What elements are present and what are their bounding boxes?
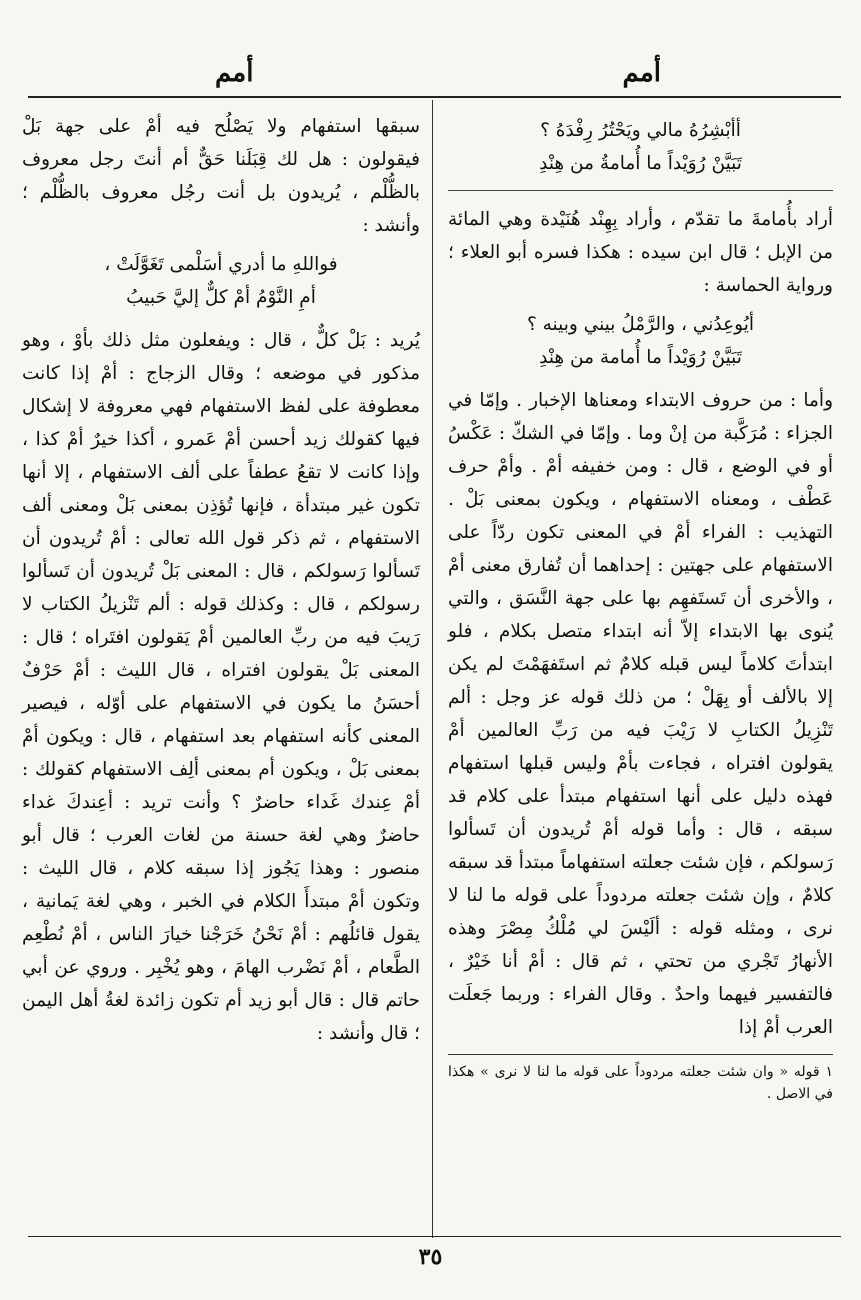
column-divider bbox=[432, 100, 433, 1238]
verse-block bbox=[448, 308, 833, 374]
footnote-divider bbox=[448, 1054, 833, 1055]
verse-divider bbox=[448, 190, 833, 191]
running-header-right: أمم bbox=[622, 58, 661, 88]
verse-line: فواللهِ ما أدري أسَلْمى تَغَوَّلَتْ ، bbox=[104, 254, 338, 275]
entry-paragraph: أراد بأُمامةَ ما تقدّم ، وأراد بِهِنْد هُنَيْدة وهي المائة من الإبل ؛ قال ابن سيده : هكذا فسره أبو العلاء ؛ ورواية الحماسة : bbox=[448, 209, 833, 296]
running-header-left: أمم bbox=[215, 58, 254, 88]
header-rule bbox=[28, 96, 841, 98]
verse-line: أمِ النَّوْمُ أمْ كلٌّ إليَّ حَبيبُ bbox=[126, 287, 316, 308]
verse-line: تَبَيَّنْ رُوَيْداً ما أُمامة من هِنْدِ bbox=[539, 347, 742, 368]
entry-paragraph: سبقها استفهام ولا يَصْلُح فيه أمْ على جهة بَلْ فيقولون : هل لك قِبَلَنا حَقٌّ أم أنتَ رجل معروف بالظُّلْم ، يُريدون بل أنت رجُل معروف بالظُّلْم ؛ وأنشد : bbox=[22, 116, 420, 236]
verse-block bbox=[22, 248, 420, 314]
left-column bbox=[22, 110, 420, 1056]
verse-block bbox=[448, 114, 833, 180]
verse-line: تَبَيَّنْ رُوَيْداً ما أُمامةُ من هِنْدِ bbox=[539, 153, 742, 174]
right-column bbox=[448, 110, 833, 1105]
entry-paragraph: يُريد : بَلْ كلٌّ ، قال : ويفعلون مثل ذلك بأوْ ، وهو مذكور في موضعه ؛ وقال الزجاج : أمْ إذا كانت معطوفة على لفظ الاستفهام فهي معروفة لا إشكال فيها كقولك زيد أحسن أمْ عَمرو ، أكذا خيرٌ أمْ كذا ، وإذا كانت لا تقعُ عطفاً على ألف الاستفهام ، إلا أنها تكون غير مبتدأة ، فإنها تُؤذِن بمعنى بَلْ ومعنى ألف الاستفهام ، ثم ذكر قول الله تعالى : أمْ تُريدون أن تَسألوا رَسولكم ، قال : المعنى بَلْ تُريدون أن تَسألوا رسولكم ، قال : وكذلك قوله : ألم تَنْزيلُ الكتاب لا رَيبَ فيه من ربِّ العالمين أمْ يَقولون افتَراه ؛ قال : المعنى بَلْ يقولون افتراه ، قال الليث : أمْ حَرْفٌ أحسَنُ ما يكون في الاستفهام على أوّله ، فيصير المعنى كأنه استفهام بعد استفهام ، قال : ويكون أمْ بمعنى بَلْ ، ويكون أم بمعنى ألِف الاستفهام كقولك : أمْ عِندك غَداء حاضرٌ ؟ وأنت تريد : أعِندكَ غداء حاضرٌ وهي لغة حسنة من لغات العرب ؛ قال أبو منصور : وهذا يَجُوز إذا سبقه كلام ، قال الليث : وتكون أمْ مبتدأَ الكلام في الخبر ، وهي لغة يَمانية ، يقول قائلُهم : أمْ نَحْنُ خَرَجْنا خيارَ الناس ، أمْ نُطْعِم الطَّعام ، أمْ نَضْرب الهامَ ، وهو يُخْبِر . وروي عن أبي حاتم قال : قال أبو زيد أم تكون زائدة لغةُ أهل اليمن ؛ قال وأنشد : bbox=[22, 330, 420, 1044]
footer-rule bbox=[28, 1236, 841, 1237]
verse-line: أأبْشِرُهُ مالي ويَحْتُرُ رِفْدَهُ ؟ bbox=[540, 120, 741, 141]
entry-paragraph: وأما : من حروف الابتداء ومعناها الإخبار . وإمّا في الجزاء : مُرَكَّبة من إنْ وما . وإمّا في الشكّ : عَكْسُ أو في الوضع ، قال : ومن خفيفه أمْ . وأمْ حرف عَطْف ، ومعناه الاستفهام ، ويكون بمعنى بَلْ . التهذيب : الفراء أمْ في المعنى تكون ردّاً على الاستفهام على جهتين : إحداهما أن تُفارق معنى أمْ ، والأخرى أن تَستَفهِم بها على جهة النَّسَق ، والتي يُنوى بها الابتداء إلاّ أنه ابتداء متصل بكلام ، فلو ابتدأتَ كلاماً ليس قبله كلامٌ ثم استَفهَمْتَ لم يكن إلا بالألف أو بِهَلْ ؛ من ذلك قوله عز وجل : ألم تَنْزِيلُ الكتابِ لا رَيْبَ فيه من رَبِّ العالمين أمْ يقولون افتراه ، فجاءت بأمْ وليس قبلها استفهام فهذه دليل على أنها استفهام مبتدأ على كلام قد سبقه ، قال : وأما قوله أمْ تُريدون أن تَسألوا رَسولكم ، فإن شئت جعلته استفهاماً مبتدأ قد سبقه كلامٌ ، وإن شئت جعلته مردوداً على قوله ما لنا لا نرى ، ومثله قوله : ألَيْسَ لي مُلْكُ مِصْرَ وهذه الأنهارُ تَجْري من تحتي ، ثم قال : أمْ أنا خَيْرٌ ، فالتفسير فيهما واحدٌ . وقال الفراء : وربما جَعلَت العرب أمْ إذا bbox=[448, 390, 833, 1038]
verse-line: أيُوعِدُني ، والرَّمْلُ بيني وبينه ؟ bbox=[526, 314, 755, 335]
footnote: ١ قوله « وان شئت جعلته مردوداً على قوله ما لنا لا نرى » هكذا في الاصل . bbox=[448, 1064, 833, 1102]
page-number: ٣٥ bbox=[418, 1244, 443, 1270]
